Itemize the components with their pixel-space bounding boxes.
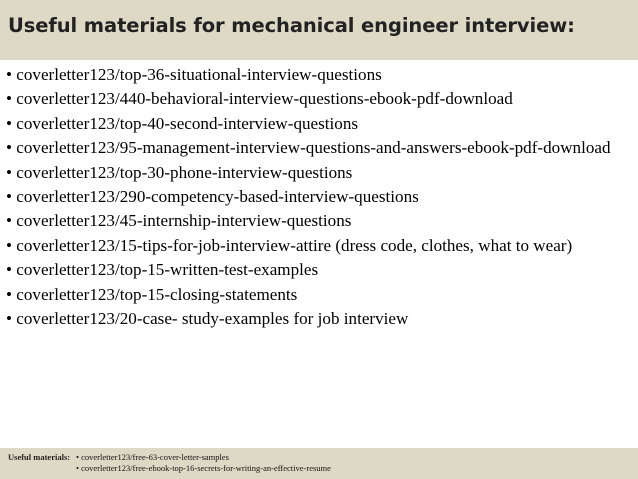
footer-link-item: • coverletter123/free-63-cover-letter-samples <box>76 452 229 462</box>
footer-link-item: • coverletter123/free-ebook-top-16-secrets-for-writing-an-effective-resume <box>76 463 331 473</box>
footer-label: Useful materials: <box>8 452 71 462</box>
list-item: • coverletter123/95-management-interview-questions-and-answers-ebook-pdf-download <box>6 138 611 158</box>
header-band <box>0 0 638 60</box>
list-item: • coverletter123/top-40-second-interview-questions <box>6 113 359 133</box>
list-item: • coverletter123/top-15-closing-statements <box>6 284 298 304</box>
page-title: Useful materials for mechanical engineer interview: <box>8 14 575 37</box>
list-item: • coverletter123/440-behavioral-interview-questions-ebook-pdf-download <box>6 89 513 109</box>
list-item: • coverletter123/45-internship-interview-questions <box>6 211 352 231</box>
footer-links <box>76 452 331 474</box>
list-item: • coverletter123/top-30-phone-interview-questions <box>6 162 353 182</box>
materials-list <box>6 63 632 331</box>
list-item: • coverletter123/top-36-situational-interview-questions <box>6 65 382 84</box>
list-item: • coverletter123/top-15-written-test-examples <box>6 260 319 280</box>
list-item: • coverletter123/20-case- study-examples for job interview <box>6 309 409 329</box>
list-item: • coverletter123/290-competency-based-interview-questions <box>6 187 419 207</box>
footer-band <box>0 448 638 479</box>
list-item: • coverletter123/15-tips-for-job-interview-attire (dress code, clothes, what to wear) <box>6 235 573 255</box>
